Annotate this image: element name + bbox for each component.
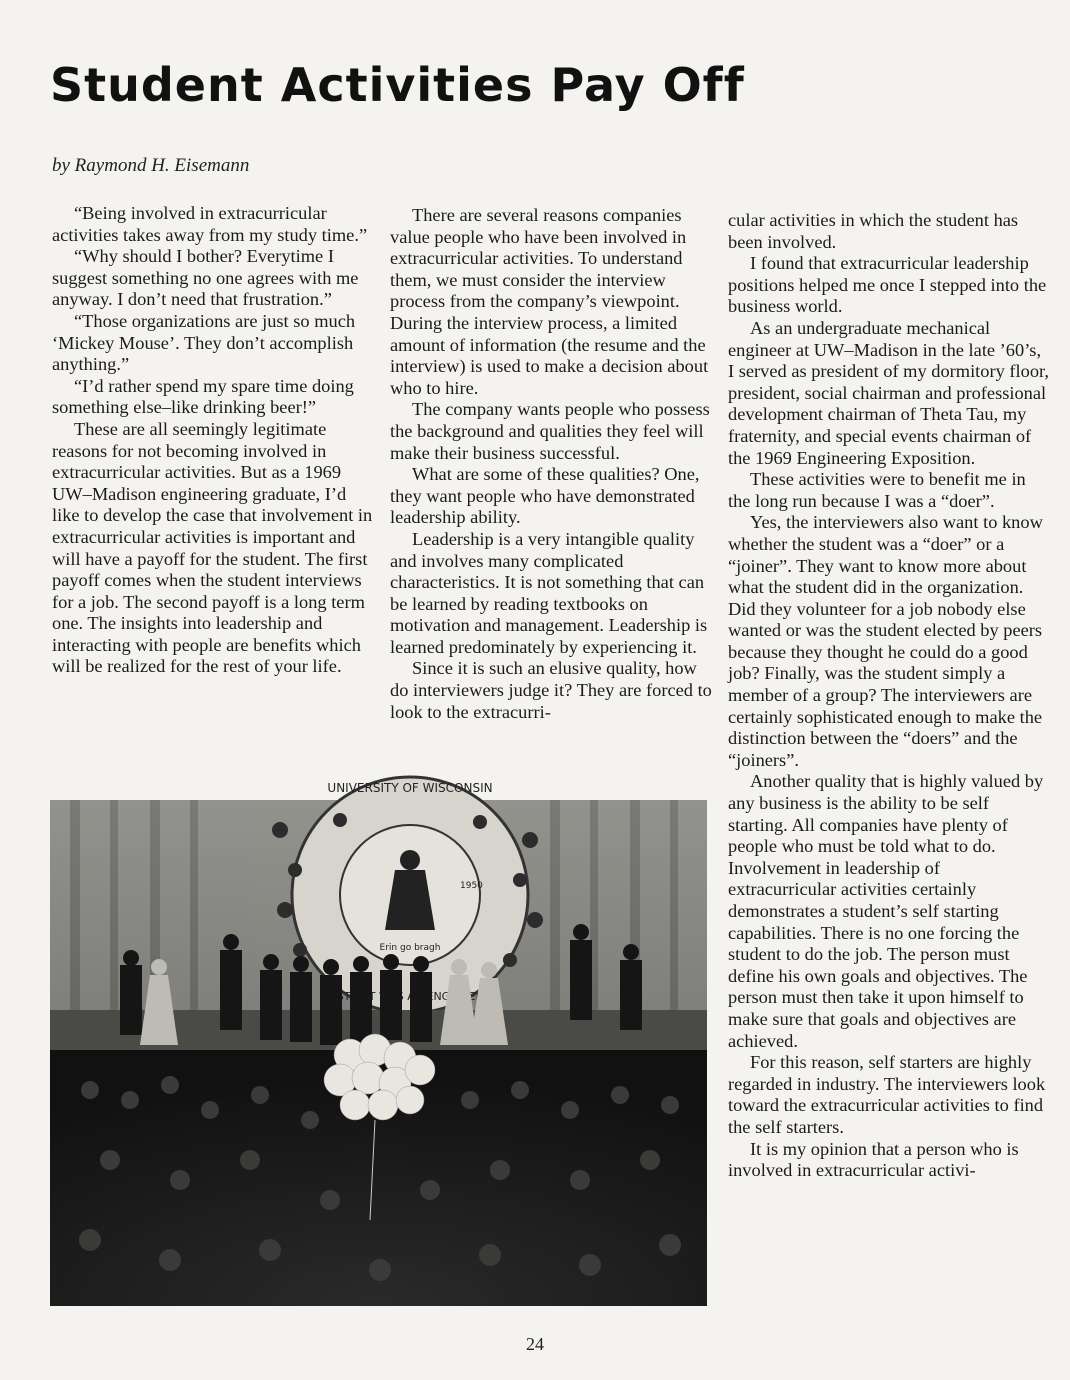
paragraph: What are some of these qualities? One, they want people who have demonstrated leadership ability.	[390, 464, 700, 528]
paragraph: As an undergraduate mechanical engineer at UW–Madison in the late ’60’s, I served as president of my dormitory floor, president, social chairman and professional development chairman of Theta Tau, my fraternity, and special events chairman of the 1969 Engineering Exposition.	[728, 317, 1050, 468]
text-column-2	[390, 205, 712, 723]
text-column-1	[52, 203, 374, 678]
text-column-3	[728, 210, 1050, 1182]
paragraph: “Being involved in extracurricular activities takes away from my study time.”	[52, 203, 368, 245]
banner-motto: ST.	[336, 990, 353, 1003]
article-title: Student Activities Pay Off	[50, 58, 745, 112]
banner-year: 1950	[460, 881, 483, 891]
paragraph: “Why should I bother? Everytime I suggest something no one agrees with me anyway. I don’t need that frustration.”	[52, 246, 359, 310]
paragraph: For this reason, self starters are highly regarded in industry. The interviewers look toward the extracurricular activities to find the self starters.	[728, 1052, 1046, 1137]
paragraph: Since it is such an elusive quality, how do interviewers judge it? They are forced to look to the extracurri-	[390, 658, 712, 722]
paragraph: The company wants people who possess the background and qualities they feel will make their business successful.	[390, 399, 710, 463]
paragraph: “Those organizations are just so much ‘Mickey Mouse’. They don’t accomplish anything.”	[52, 310, 356, 375]
paragraph: Another quality that is highly valued by any business is the ability to be self starting. All companies have plenty of people who must be told what to do. Involvement in leadership of extracurricular activities certainly demonstrates a student’s self starting capabilities. There is no one forcing the student to do the job. The person must define his own goals and objectives. The person must then take it upon himself to make sure that goals and objectives are achieved.	[728, 771, 1044, 1051]
banner-text: UNIVERSITY OF WISCONSIN	[327, 781, 493, 795]
paragraph: Yes, the interviewers also want to know whether the student was a “doer” or a “joiner”. They want to know more about what the student did in the organization. Did they volunteer for a job nobody else wanted or was the student elected by peers because they thought he could do a good job? Finally, was the student simply a member of a group? The interviewers are certainly sophisticated enough to make the distinction between the “doers” and the “joiners”.	[728, 512, 1043, 770]
event-photo	[50, 781, 707, 1306]
paragraph: These are all seemingly legitimate reasons for not becoming involved in extracurricular activities. But as a 1969 UW–Madison engineering graduate, I’d like to develop the case that involvement in extracurricular activities is important and will have a payoff for the student. The first payoff comes when the student interviews for a job. The second payoff is a long term one. The insights into leadership and interacting with people are benefits which will be realized for the rest of your life.	[52, 418, 373, 677]
page-number: 24	[526, 1334, 544, 1354]
paragraph: It is my opinion that a person who is involved in extracurricular activi-	[728, 1138, 1019, 1181]
paragraph: I found that extracurricular leadership positions helped me once I stepped into the business world.	[728, 253, 1047, 317]
paragraph: These activities were to benefit me in the long run because I was a “doer”.	[728, 469, 1026, 511]
paragraph: Leadership is a very intangible quality and involves many complicated characteristics. It is not something that can be learned by reading textbooks on motivation and management. Leadership is learned predominately by experiencing it.	[390, 528, 708, 657]
paragraph: cular activities in which the student has been involved.	[728, 210, 1019, 252]
banner-emblem: Erin go bragh	[379, 943, 441, 953]
byline: by Raymond H. Eisemann	[52, 155, 250, 176]
paragraph: “I’d rather spend my spare time doing something else–like drinking beer!”	[52, 375, 354, 418]
paragraph: There are several reasons companies value people who have been involved in extracurricular activities. To understand them, we must consider the interview process from the company’s viewpoint. During the interview process, a limited amount of information (the resume and the interview) is used to make a decision about who to hire.	[390, 205, 709, 398]
